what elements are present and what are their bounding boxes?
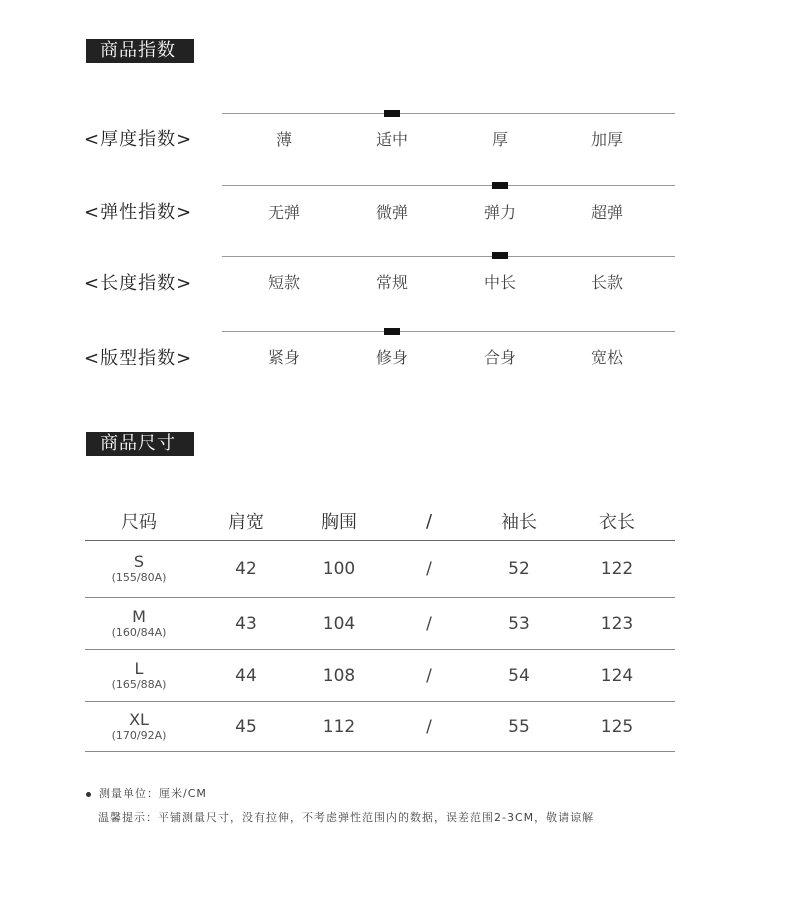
shoulder-value: 44 bbox=[193, 650, 299, 702]
size-label: L bbox=[134, 658, 144, 678]
length-value: 124 bbox=[559, 650, 675, 702]
size-label: M bbox=[132, 606, 146, 626]
size-spec: (165/88A) bbox=[111, 677, 167, 691]
index-label: <弹性指数> bbox=[84, 202, 193, 223]
index-marker bbox=[492, 182, 508, 189]
index-option: 长款 bbox=[590, 273, 623, 292]
header-sleeve: 袖长 bbox=[479, 502, 559, 541]
index-label: <长度指数> bbox=[84, 273, 193, 294]
size-spec: (170/92A) bbox=[111, 728, 167, 742]
length-value: 125 bbox=[559, 702, 675, 752]
index-option: 中长 bbox=[483, 273, 516, 292]
table-row bbox=[85, 541, 675, 598]
index-option: 紧身 bbox=[267, 348, 300, 367]
index-row-thickness bbox=[0, 105, 790, 165]
length-value: 122 bbox=[559, 541, 675, 598]
index-option: 修身 bbox=[375, 348, 408, 367]
size-label: S bbox=[133, 552, 145, 571]
size-cell bbox=[85, 541, 193, 598]
index-option: 合身 bbox=[483, 348, 516, 367]
index-row-elasticity bbox=[0, 177, 790, 237]
index-option: 弹力 bbox=[483, 203, 516, 222]
size-section-title: 商品尺寸 bbox=[86, 432, 194, 456]
table-row bbox=[85, 598, 675, 650]
sleeve-value: 52 bbox=[479, 541, 559, 598]
index-label: <版型指数> bbox=[84, 348, 193, 369]
index-option: 短款 bbox=[267, 273, 300, 292]
slash-value: / bbox=[379, 541, 479, 598]
header-size: 尺码 bbox=[85, 502, 193, 541]
index-option: 厚 bbox=[491, 130, 508, 149]
tip-note: 温馨提示：平铺测量尺寸，没有拉伸，不考虑弹性范围内的数据，误差范围2-3CM，敬请谅解 bbox=[98, 811, 595, 824]
index-marker bbox=[384, 110, 400, 117]
size-table bbox=[85, 502, 675, 752]
bullet-icon bbox=[86, 792, 91, 797]
chest-value: 112 bbox=[299, 702, 379, 752]
index-section-title: 商品指数 bbox=[86, 39, 194, 63]
size-table-header bbox=[85, 502, 675, 541]
index-option: 微弹 bbox=[375, 203, 408, 222]
sleeve-value: 53 bbox=[479, 598, 559, 650]
slash-value: / bbox=[379, 650, 479, 702]
header-slash: / bbox=[379, 502, 479, 541]
index-option: 宽松 bbox=[590, 348, 623, 367]
size-cell bbox=[85, 650, 193, 702]
header-length: 衣长 bbox=[559, 502, 675, 541]
index-option: 薄 bbox=[275, 130, 292, 149]
index-row-length bbox=[0, 248, 790, 308]
index-marker bbox=[384, 328, 400, 335]
index-label: <厚度指数> bbox=[84, 129, 193, 150]
header-chest: 胸围 bbox=[299, 502, 379, 541]
shoulder-value: 42 bbox=[193, 541, 299, 598]
index-option: 超弹 bbox=[590, 203, 623, 222]
chest-value: 100 bbox=[299, 541, 379, 598]
index-row-fit bbox=[0, 323, 790, 383]
size-spec: (155/80A) bbox=[111, 571, 167, 584]
index-option: 加厚 bbox=[590, 130, 623, 149]
index-option: 适中 bbox=[375, 130, 408, 149]
index-scale-line bbox=[222, 185, 675, 186]
length-value: 123 bbox=[559, 598, 675, 650]
sleeve-value: 54 bbox=[479, 650, 559, 702]
size-spec: (160/84A) bbox=[111, 625, 167, 639]
header-shoulder: 肩宽 bbox=[193, 502, 299, 541]
index-scale-line bbox=[222, 331, 675, 332]
shoulder-value: 43 bbox=[193, 598, 299, 650]
table-row bbox=[85, 702, 675, 752]
unit-note-text: 测量单位：厘米/CM bbox=[99, 787, 207, 800]
slash-value: / bbox=[379, 598, 479, 650]
shoulder-value: 45 bbox=[193, 702, 299, 752]
index-marker bbox=[492, 252, 508, 259]
index-option: 常规 bbox=[375, 273, 408, 292]
index-scale-line bbox=[222, 256, 675, 257]
size-cell bbox=[85, 702, 193, 752]
size-label: XL bbox=[129, 709, 149, 729]
table-row bbox=[85, 650, 675, 702]
chest-value: 104 bbox=[299, 598, 379, 650]
slash-value: / bbox=[379, 702, 479, 752]
size-cell bbox=[85, 598, 193, 650]
chest-value: 108 bbox=[299, 650, 379, 702]
index-scale-line bbox=[222, 113, 675, 114]
unit-note bbox=[86, 785, 207, 801]
index-option: 无弹 bbox=[267, 203, 300, 222]
sleeve-value: 55 bbox=[479, 702, 559, 752]
